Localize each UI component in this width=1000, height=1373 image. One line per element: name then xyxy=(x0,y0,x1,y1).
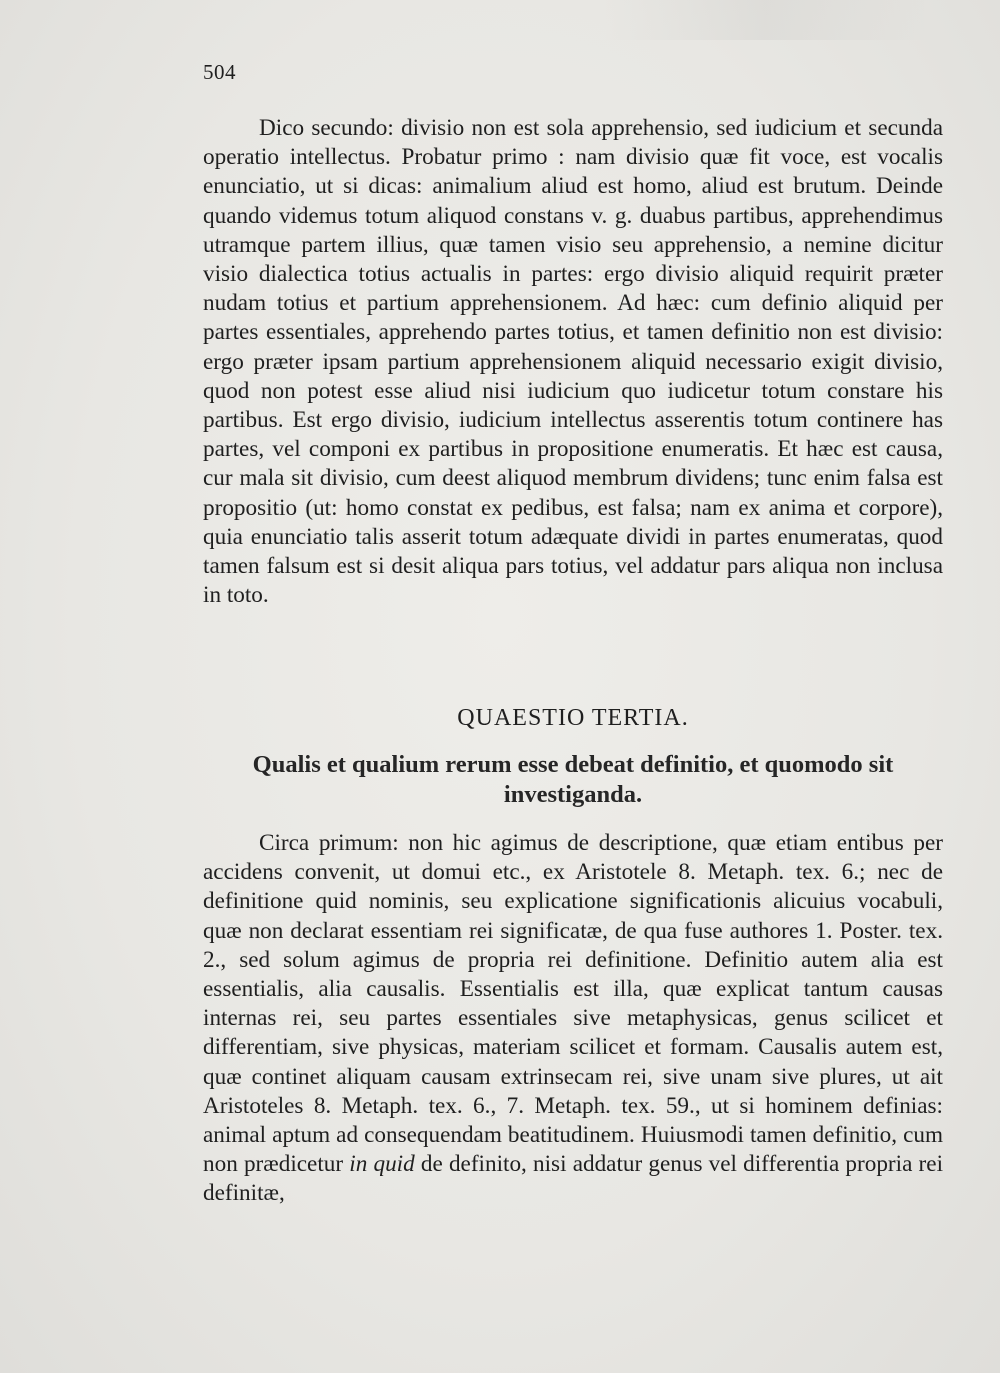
paragraph-text-part: Circa primum: non hic agimus de descriptione, quæ etiam entibus per accidens convenit, ut domui etc., ex Aristotele 8. Metaph. tex. 6.; nec de definitione quid nominis, seu explicatione significationis alicuius vocabuli, quæ non declarat essentiam rei significatæ, de qua fuse authores 1. Poster. tex. 2., sed solum agimus de propria rei definitione. Definitio autem alia est essentialis, alia causalis. Essentialis est illa, quæ explicat tantum causas internas rei, seu partes essentiales sive metaphysicas, genus scilicet et differentiam, sive physicas, materiam scilicet et formam. Causalis autem est, quæ continet aliquam causam extrinsecam rei, sive unam sive plures, ut ait Aristoteles 8. Metaph. tex. 6., 7. Metaph. tex. 59., ut si hominem definias: animal aptum ad consequendam beatitudinem. Huiusmodi tamen definitio, cum non prædicetur xyxy=(203,830,943,1178)
paragraph-text xyxy=(203,829,943,1209)
bleed-through xyxy=(600,0,930,40)
section-subtitle: Qualis et qualium rerum esse debeat definitio, et quomodo sit investiganda. xyxy=(252,751,894,808)
paragraph-dico-secundo xyxy=(203,114,943,610)
page-number: 504 xyxy=(203,60,236,84)
paragraph-circa-primum xyxy=(203,829,943,1209)
section-title: QUAESTIO TERTIA. xyxy=(457,705,689,731)
paragraph-text: Dico secundo: divisio non est sola apprehensio, sed iudicium et secunda operatio intellectus. Probatur primo : nam divisio quæ fit voce, est vocalis enunciatio, ut si dicas: animalium aliud est homo, aliud est brutum. Deinde quando videmus totum aliquod constans v. g. duabus partibus, apprehendimus utramque partem illius, quæ tamen visio seu apprehensio, a nemine dicitur visio dialectica totius actualis in partes: ergo divisio aliquid requirit præter nudam totius et partium apprehensionem. Ad hæc: cum definio aliquid per partes essentiales, apprehendo partes totius, et tamen definitio non est divisio: ergo præter ipsam partium apprehensionem aliquid necessario exigit divisio, quod non potest esse aliud nisi iudicium quo iudicetur totum constare his partibus. Est ergo divisio, iudicium intellectus asserentis totum continere has partes, vel componi ex partibus in propositione enumeratis. Et hæc est causa, cur mala sit divisio, cum deest aliquod membrum dividens; tunc enim falsa est propositio (ut: homo constat ex pedibus, est falsa; nam ex anima et corpore), quia enunciatio talis asserit totum adæquate dividi in partes enumeratas, quod tamen falsum est si desit aliqua pars totius, vel addatur pars aliqua non inclusa in toto. xyxy=(203,115,943,609)
italic-phrase: in quid xyxy=(349,1151,415,1178)
paragraph-text-part: de definito, nisi addatur genus vel differentia propria rei definitæ, xyxy=(203,1151,944,1207)
